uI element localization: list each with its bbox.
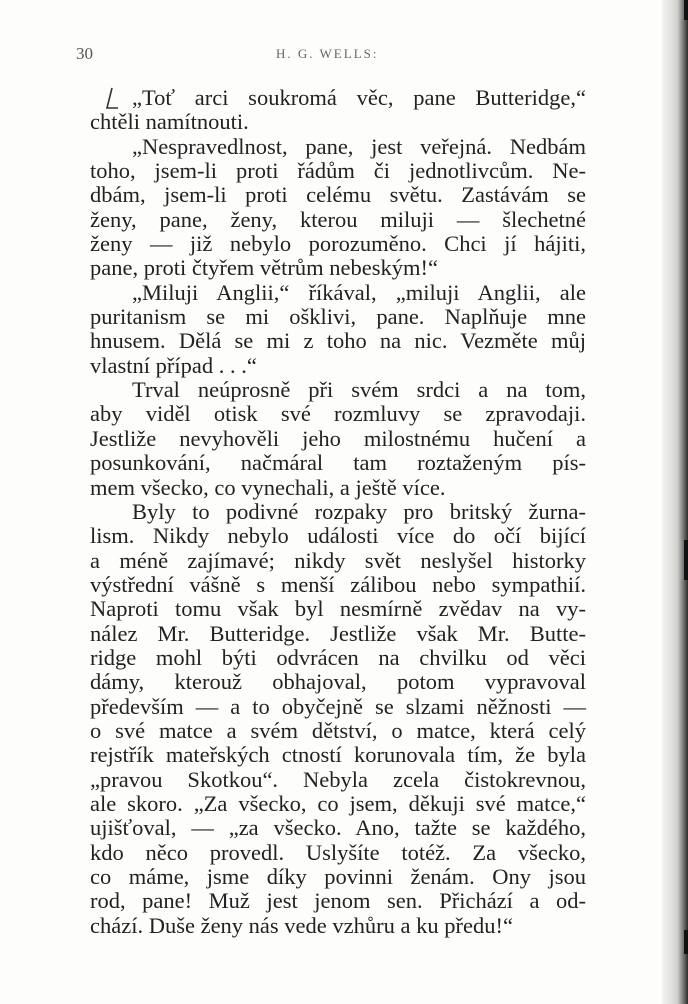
text-line: Naproti tomu však byl nesmírně zvědav na vy- [90,596,586,622]
text-line: rod, pane! Muž jest jenom sen. Přichází a od- [90,888,586,914]
text-line: Trval neúprosně při svém srdci a na tom, [132,377,586,403]
text-line: aby viděl otisk své rozmluvy se zpravodaji. [90,401,586,427]
text-line: ženy, pane, ženy, kterou miluji — šlechetné [90,206,586,232]
text-line: vlastní případ . . .“ [90,352,257,378]
page-number: 30 [76,44,93,63]
page-header [76,44,662,64]
text-line: „Miluji Anglii,“ říkával, „miluji Anglii, ale [132,279,586,305]
text-line: Byly to podivné rozpaky pro britský žurna- [132,498,586,524]
text-line: puritanism se mi ošklivi, pane. Naplňuje mne [90,304,586,330]
text-line: chází. Duše ženy nás vede vzhůru a ku předu!“ [90,912,513,938]
text-line: posunkování, načmáral tam roztaženým pís- [90,450,586,476]
text-line: dámy, kterouž obhajoval, potom vypravoval [90,669,586,695]
text-line: o své matce a svém dětství, o matce, která celý [90,717,586,743]
text-line: výstřední vášně s menší zálibou nebo sympathií. [90,571,586,597]
text-line: především — a to obyčejně se slzami něžnosti — [90,693,586,719]
running-title: H. G. WELLS: [276,46,379,61]
text-line: toho, jsem-li proti řádům či jednotlivcům. Ne- [90,158,586,184]
text-line: a méně zajímavé; nikdy svět neslyšel historky [90,547,586,573]
text-line: ujišťoval, — „za všecko. Ano, tažte se každého, [90,815,586,841]
text-line: pane, proti čtyřem větrům nebeským!“ [90,255,439,281]
page-edge-shadow [662,0,688,1004]
text-line: „Nespravedlnost, pane, jest veřejná. Nedbám [132,133,586,159]
text-line: co máme, jsme díky povinni ženám. Ony jsou [90,864,586,889]
text-line: mem všecko, co vynechali, a ještě více. [90,474,446,500]
text-line: lism. Nikdy nebylo události více do očí bijící [90,523,586,549]
text-line: dbám, jsem-li proti celému světu. Zastávám se [90,182,586,208]
text-line: „pravou Skotkou“. Nebyla zcela čistokrevnou, [90,766,586,792]
text-line: ženy — již nebylo porozuměno. Chci jí hájiti, [90,231,586,257]
text-line: chtěli namítnouti. [90,109,249,135]
text-line: kdo něco provedl. Uslyšíte totéž. Za všecko, [90,839,586,865]
text-line: hnusem. Dělá se mi z toho na nic. Vezměte můj [90,328,586,354]
text-line: „Toť arci soukromá věc, pane Butteridge,“ [132,85,586,110]
text-line: ridge mohl býti odvrácen na chvilku od věci [90,644,586,670]
text-line: rejstřík mateřských ctností korunovala tím, že byla [90,742,586,768]
body-text [90,86,586,938]
text-line: ale skoro. „Za všecko, co jsem, děkuji své matce,“ [90,790,586,816]
text-line: Jestliže nevyhověli jeho milostnému hučení a [90,425,586,451]
text-line: nález Mr. Butteridge. Jestliže však Mr. Butte- [90,620,586,646]
